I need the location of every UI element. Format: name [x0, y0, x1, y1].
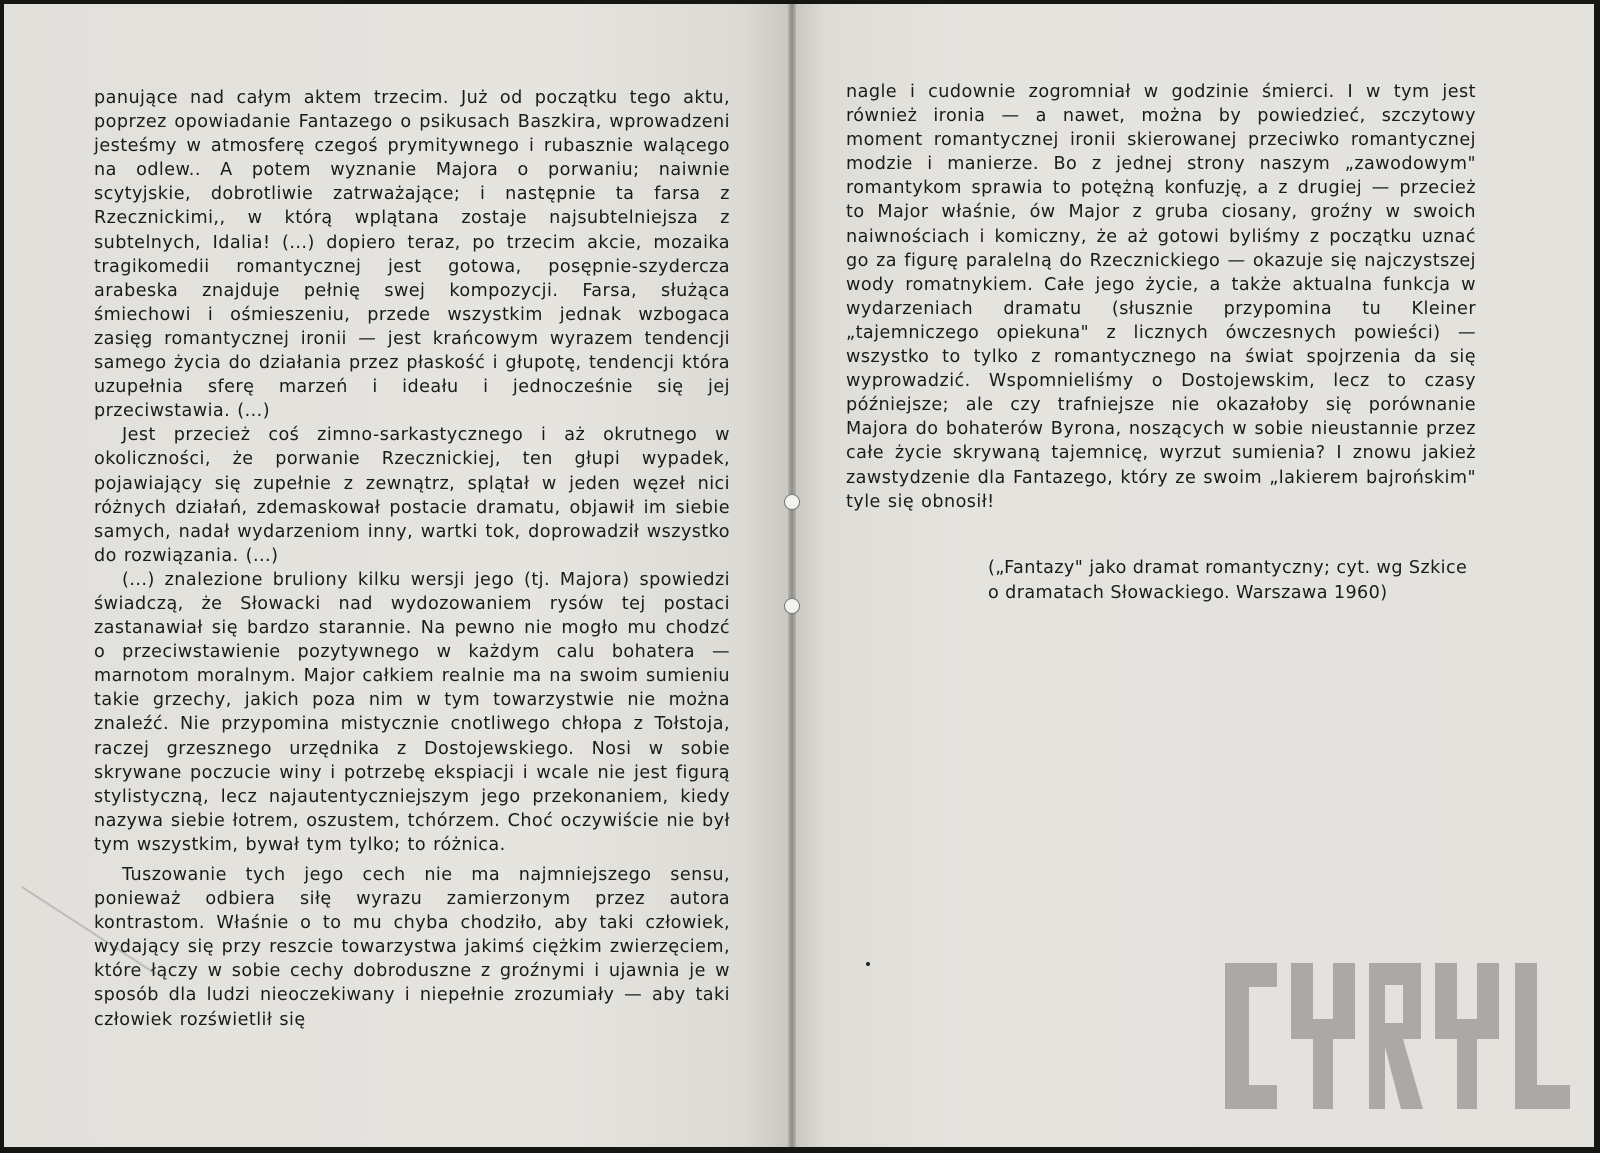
paragraph: panujące nad całym aktem trzecim. Już od początku tego aktu, poprzez opowiadanie Fantazego o psikusach Baszkira, wprowadzeni jesteśmy w atmosferę czegoś prymitywnego i rubasznie walącego na odlew.. A potem wyznanie Majora o porwaniu; naiwnie scytyjskie, dobrotliwie zatrważające; i następnie ta farsa z Rzecznickimi,, w którą wplątana zostaje najsubtelniejsza z subtelnych, Idalia! (...) dopiero teraz, po trzecim akcie, mozaika tragikomedii romantycznej jest gotowa, posępnie-szydercza arabeska znajduje pełnię swej kompozycji. Farsa, służąca śmiechowi i ośmieszeniu, przede wszystkim jednak wzbogaca zasięg romantycznej ironii — jest krańcowym wyrazem tendencji samego życia do działania przez płaskość i głupotę, tendencji która uzupełnia sferę marzeń i ideału i jednocześnie się jej przeciwstawia. (...) — [94, 88, 730, 422]
cyryl-watermark-logo — [1225, 963, 1570, 1109]
source-citation: („Fantazy" jako dramat romantyczny; cyt. wg Szkice o dramatach Słowackiego. Warszawa 1960) — [988, 558, 1468, 603]
right-page-text — [846, 80, 1476, 514]
paragraph: nagle i cudownie zogromniał w godzinie śmierci. I w tym jest również ironia — a nawet, można by powiedzieć, szczytowy moment romantycznej ironii skierowanej przeciwko romantycznej modzie i manierze. Bo z jednej strony naszym „zawodowym" romantykom sprawia to potężną konfuzję, a z drugiej — przecież to Major właśnie, ów Major z gruba ciosany, groźny w swoich naiwnościach i komiczny, że aż gotowi byliśmy z początku uznać go za figurę paralelną do Rzecznickiego — okazuje się najczystszej wody romatnykiem. Całe jego życie, a także aktualna funkcja w wydarzeniach dramatu (słusznie przypomina tu Kleiner „tajemniczego opiekuna" z licznych ówczesnych powieści) — wszystko to tylko z romantycznego na świat spojrzenia da się wyprowadzić. Wspomnieliśmy o Dostojewskim, lecz to czasy późniejsze; ale czy trafniejsze nie okazałoby się porównanie Majora do bohaterów Byrona, noszących w sobie nieustannie przez całe życie skrywaną tajemnicę, wyrzut sumienia? I znowu jakież zawstydzenie dla Fantazego, który ze swoim „lakierem bajrońskim" tyle się obnosił! — [846, 82, 1476, 512]
staple-hole-lower — [784, 598, 800, 614]
paragraph: (...) znalezione bruliony kilku wersji jego (tj. Majora) spowiedzi świadczą, że Słowacki nad wydozowaniem rysów tej postaci zastanawiał się bardzo starannie. Na pewno nie mogło mu chodzć o przeciwstawienie pozytywnego w każdym calu bohatera — marnotom moralnym. Major całkiem realnie ma na swoim sumieniu takie grzechy, jakich poza nim w tym towarzystwie nie można znaleźć. Nie przypomina mistycznie cnotliwego chłopa z Tołstoja, raczej grzesznego urzędnika z Dostojewskiego. Nosi w sobie skrywane poczucie winy i potrzebę ekspiacji i wcale nie jest figurą stylistyczną, lecz najautentyczniejszym jego przekonaniem, kiedy nazywa siebie łotrem, oszustem, tchórzem. Choć oczywiście nie był tym wszystkim, bywał tym tylko; to różnica. — [94, 569, 730, 855]
paragraph: Tuszowanie tych jego cech nie ma najmniejszego sensu, ponieważ odbiera siłę wyrazu zamierzonym przez autora kontrastom. Właśnie o to mu chyba chodziło, aby taki człowiek, wydający się przy reszcie towarzystwa jakimś ciężkim zwierzęciem, które łączy w sobie cechy dobroduszne z groźnymi i ujawnia je w sposób dla ludzi nieoczekiwany i niepełnie zrozumiały — aby taki człowiek rozświetlił się — [94, 865, 730, 1030]
stray-mark — [866, 962, 870, 966]
paragraph: Jest przecież coś zimno-sarkastycznego i aż okrutnego w okoliczności, że porwanie Rzecznickiej, ten głupi wypadek, pojawiający się zupełnie z zewnątrz, splątał w jeden węzeł nici różnych działań, zdemaskował postacie dramatu, objawił im siebie samych, nadał wydarzeniom inny, wartki tok, doprowadził wszystko do rozwiązania. (...) — [94, 425, 730, 566]
left-page-text — [94, 86, 730, 1032]
binding-gutter — [788, 4, 796, 1147]
staple-hole-upper — [784, 494, 800, 510]
